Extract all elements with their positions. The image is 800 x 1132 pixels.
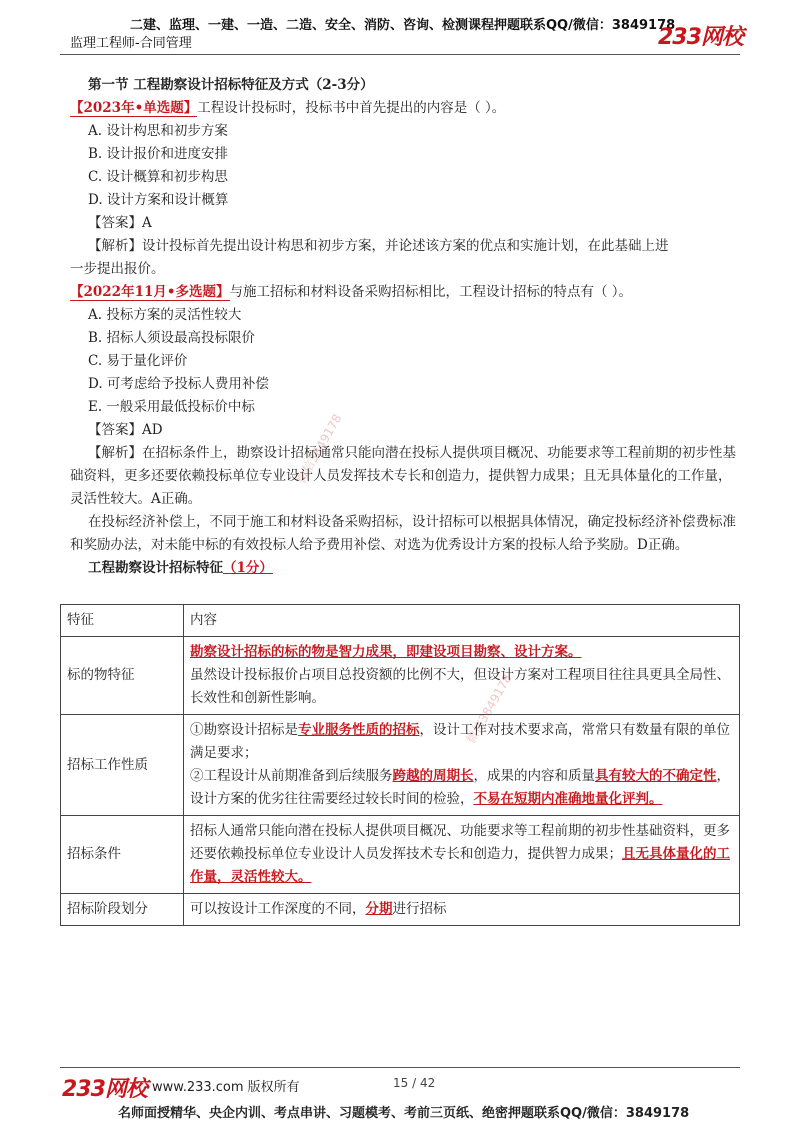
question-1-analysis-cont: 一步提出报价。: [70, 261, 165, 277]
row-content: [184, 715, 740, 816]
row-text: ②工程设计从前期准备到后续服务: [190, 768, 393, 784]
table-row: [61, 637, 740, 715]
table-header-row: [61, 605, 740, 637]
row-text: 进行招标: [392, 901, 447, 917]
row-label: 招标工作性质: [61, 715, 184, 816]
table-header-cell: 内容: [184, 605, 740, 637]
highlight-text: 且无具体量化的工作量，灵活性较大。: [190, 846, 730, 885]
row-content: [184, 894, 740, 926]
question-2-option: A. 投标方案的灵活性较大: [88, 307, 242, 323]
highlight-text: 分期: [365, 901, 393, 917]
question-1-answer: 【答案】A: [88, 215, 152, 231]
row-text: ①勘察设计招标是: [190, 722, 298, 738]
highlight-text: 专业服务性质的招标: [298, 722, 420, 738]
question-2-option: C. 易于量化评价: [88, 353, 188, 369]
question-2-answer: 【答案】AD: [88, 422, 163, 438]
page-number: 15 / 42: [393, 1076, 436, 1090]
features-table: [60, 604, 740, 926]
brand-logo: 233网校: [658, 25, 743, 50]
row-text: ，设计方案的优劣往往需要经过较长时间的检验，: [190, 768, 730, 807]
question-1-text: 工程设计投标时，投标书中首先提出的内容是（ ）。: [197, 100, 506, 116]
question-2-stem: [70, 281, 742, 304]
question-1-stem: [70, 97, 742, 120]
row-text: 可以按设计工作深度的不同，: [190, 901, 366, 917]
footer-logo: 233网校: [62, 1077, 147, 1102]
question-2-text: 与施工招标和材料设备采购招标相比，工程设计招标的特点有（ ）。: [229, 284, 633, 300]
row-content: [184, 637, 740, 715]
question-2-option: D. 可考虑给予投标人费用补偿: [88, 376, 269, 392]
highlight-text: 具有较大的不确定性: [595, 768, 717, 784]
table-title-text: 工程勘察设计招标特征: [88, 560, 223, 576]
header-rule: [60, 54, 740, 55]
footer-rule: [60, 1067, 740, 1068]
row-label: 标的物特征: [61, 637, 184, 715]
table-row: [61, 894, 740, 926]
watermark: 微信3849178: [293, 411, 345, 486]
question-2-tag: 【2022年11月•多选题】: [70, 284, 230, 300]
highlight-text: 跨越的周期长: [392, 768, 474, 784]
question-2-option: B. 招标人须设最高投标限价: [88, 330, 256, 346]
row-text: 招标人通常只能向潜在投标人提供项目概况、功能要求等工程前期的初步性基础资料，更多还要依赖投标单位专业设计人员发挥技术专长和创造力，提供智力成果；: [190, 823, 730, 862]
section-title: 第一节 工程勘察设计招标特征及方式（2-3分）: [88, 77, 374, 93]
row-text: 虽然设计投标报价占项目总投资额的比例不大，但设计方案对工程项目往往具更具全局性、长效性和创新性影响。: [190, 667, 730, 706]
watermark: 微信3849178: [463, 671, 515, 746]
table-header-cell: 特征: [61, 605, 184, 637]
question-2-analysis-2: 在投标经济补偿上，不同于施工和材料设备采购招标，设计招标可以根据具体情况，确定投标经济补偿费标准和奖励办法，对未能中标的有效投标人给予费用补偿、对选为优秀设计方案的投标人给予奖励。D正确。: [70, 514, 736, 553]
question-2-analysis: 【解析】在招标条件上，勘察设计招标通常只能向潜在投标人提供项目概况、功能要求等工程前期的初步性基础资料，更多还要依赖投标单位专业设计人员发挥技术专长和创造力，提供智力成果；且无具体量化的工作量，灵活性较大。A正确。: [70, 445, 736, 507]
header-subject: 监理工程师-合同管理: [70, 36, 192, 51]
row-text: ，设计工作对技术要求高，常常只有数量有限的单位满足要求；: [190, 722, 730, 761]
table-row: [61, 715, 740, 816]
question-2-option: E. 一般采用最低投标价中标: [88, 399, 255, 415]
document-body: [70, 74, 742, 580]
table-title: [70, 557, 742, 580]
question-1-option: D. 设计方案和设计概算: [88, 192, 229, 208]
question-1-tag: 【2023年•单选题】: [70, 100, 198, 116]
table-title-score: （1分）: [223, 560, 273, 576]
row-paragraph: [190, 765, 733, 811]
question-1-option: C. 设计概算和初步构思: [88, 169, 228, 185]
row-content: [184, 816, 740, 894]
row-label: 招标阶段划分: [61, 894, 184, 926]
header-promo: 二建、监理、一建、一造、二造、安全、消防、咨询、检测课程押题联系QQ/微信：3849178: [130, 18, 676, 33]
table-row: [61, 816, 740, 894]
footer-promo: 名师面授精华、央企内训、考点串讲、习题模考、考前三页纸、绝密押题联系QQ/微信：3849178: [118, 1106, 690, 1121]
row-text: ，成果的内容和质量: [473, 768, 595, 784]
row-label: 招标条件: [61, 816, 184, 894]
question-1-analysis: 【解析】设计投标首先提出设计构思和初步方案，并论述该方案的优点和实施计划，在此基础上进: [88, 238, 669, 254]
highlight-text: 不易在短期内准确地量化评判。: [473, 791, 663, 807]
highlight-text: 勘察设计招标的标的物是智力成果，即建设项目勘察、设计方案。: [190, 644, 582, 660]
row-paragraph: [190, 719, 733, 765]
footer-site: www.233.com 版权所有: [152, 1080, 300, 1095]
question-1-option: B. 设计报价和进度安排: [88, 146, 229, 162]
question-1-option: A. 设计构思和初步方案: [88, 123, 228, 139]
